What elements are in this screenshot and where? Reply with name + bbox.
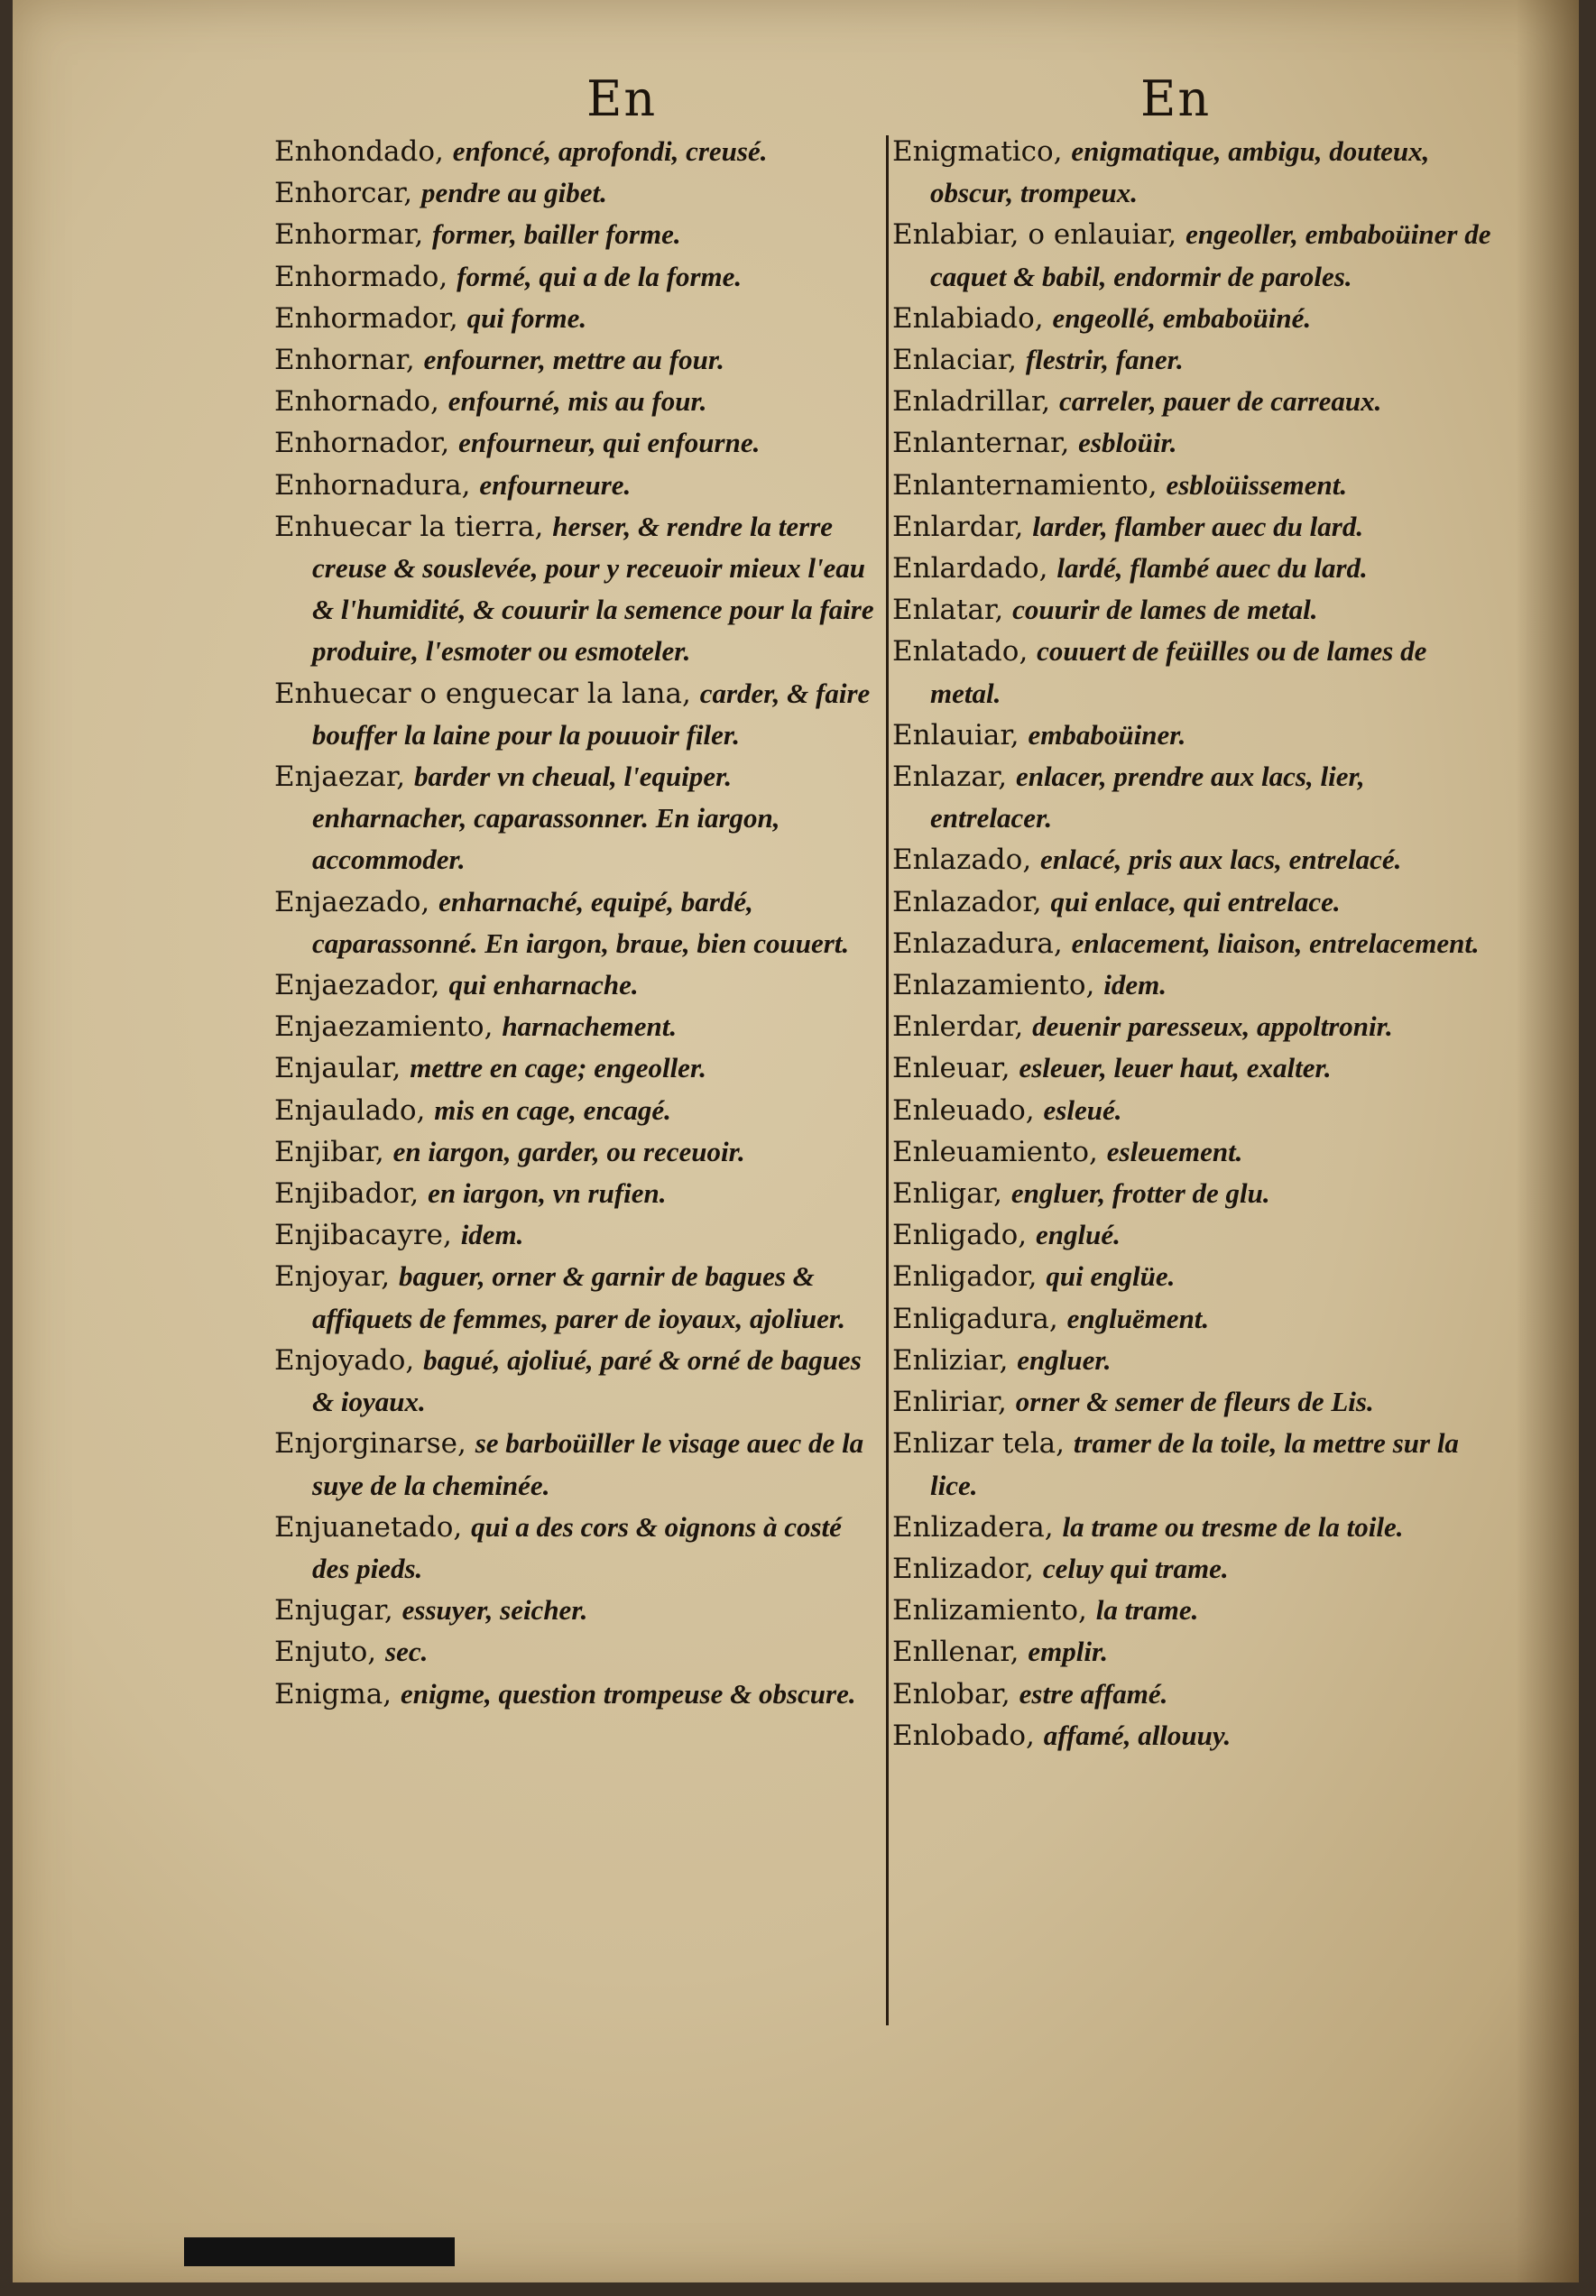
entry-definition: qui enharnache.: [448, 969, 639, 1001]
left-column: [274, 131, 874, 1715]
entry-definition: sec.: [385, 1636, 429, 1668]
dictionary-entry: [274, 756, 874, 881]
dictionary-entry: [274, 1256, 874, 1339]
dictionary-entry: [892, 1047, 1492, 1089]
dictionary-entry: [274, 131, 874, 172]
entry-headword: Enlanternamiento,: [892, 468, 1158, 502]
entry-definition: pendre au gibet.: [421, 177, 607, 209]
entry-definition: embaboüiner.: [1028, 718, 1186, 751]
entry-headword: Enligado,: [892, 1219, 1028, 1252]
entry-headword: Enlazar,: [892, 761, 1008, 794]
dictionary-entry: [274, 673, 874, 756]
dictionary-entry: [892, 1214, 1492, 1256]
entry-headword: Enjugar,: [274, 1594, 393, 1627]
entry-headword: Enlaciar,: [892, 344, 1018, 377]
entry-definition: esbloüissement.: [1166, 468, 1348, 501]
entry-definition: engluer, frotter de glu.: [1010, 1177, 1270, 1210]
dictionary-entry: [274, 1507, 874, 1590]
dictionary-entry: [892, 1381, 1492, 1423]
entry-headword: Enlauiar,: [892, 718, 1019, 752]
dictionary-entry: [274, 1090, 874, 1131]
dictionary-entry: [274, 381, 874, 422]
entry-definition: tramer de la toile, la mettre sur la lice.: [930, 1427, 1459, 1501]
entry-definition: harnachement.: [502, 1010, 678, 1043]
entry-definition: larder, flamber auec du lard.: [1032, 510, 1364, 542]
entry-headword: Enlazador,: [892, 885, 1042, 918]
dictionary-entry: [892, 881, 1492, 923]
dictionary-entry: [274, 1173, 874, 1214]
entry-definition: enfoncé, aprofondi, creusé.: [452, 135, 768, 167]
entry-headword: Enjaulado,: [274, 1093, 426, 1127]
entry-headword: Enhornadura,: [274, 468, 471, 502]
entry-definition: qui forme.: [466, 301, 587, 334]
entry-headword: Enlobado,: [892, 1719, 1035, 1752]
dictionary-entry: [274, 172, 874, 214]
entry-headword: Enleuado,: [892, 1093, 1035, 1127]
entry-headword: Enjaular,: [274, 1052, 401, 1085]
entry-headword: Enliriar,: [892, 1386, 1007, 1419]
dictionary-entry: [892, 1090, 1492, 1131]
entry-definition: enigme, question trompeuse & obscure.: [400, 1677, 856, 1710]
entry-headword: Enhormador,: [274, 301, 458, 335]
entry-definition: mettre en cage; engeoller.: [410, 1052, 707, 1084]
entry-definition: celuy qui trame.: [1042, 1552, 1229, 1584]
entry-headword: Enjuto,: [274, 1636, 377, 1669]
dictionary-entry: [892, 756, 1492, 839]
dictionary-entry: [274, 1131, 874, 1173]
entry-headword: Enligador,: [892, 1260, 1038, 1294]
entry-definition: esleuer, leuer haut, exalter.: [1019, 1052, 1332, 1084]
entry-definition: enlacer, prendre aux lacs, lier, entrelacer.: [930, 761, 1365, 834]
entry-definition: emplir.: [1028, 1636, 1109, 1668]
dictionary-entry: [274, 1340, 874, 1423]
entry-headword: Enhornado,: [274, 385, 439, 419]
entry-headword: Enjoyado,: [274, 1343, 415, 1377]
entry-headword: Enhornar,: [274, 344, 415, 377]
entry-definition: orner & semer de fleurs de Lis.: [1015, 1386, 1374, 1418]
entry-headword: Enhorcar,: [274, 177, 413, 210]
dictionary-entry: [892, 465, 1492, 506]
entry-headword: Enlardar,: [892, 510, 1024, 543]
entry-definition: carreler, pauer de carreaux.: [1059, 385, 1382, 418]
entry-headword: Enhondado,: [274, 135, 444, 168]
entry-definition: enfourneur, qui enfourne.: [458, 427, 761, 459]
entry-definition: estre affamé.: [1019, 1677, 1168, 1710]
dictionary-entry: [892, 1507, 1492, 1548]
entry-headword: Enligadura,: [892, 1302, 1058, 1335]
entry-headword: Enlatado,: [892, 635, 1029, 669]
dictionary-entry: [892, 589, 1492, 631]
dictionary-entry: [274, 1214, 874, 1256]
entry-headword: Enlazadura,: [892, 927, 1063, 960]
entry-definition: idem.: [460, 1219, 524, 1251]
entry-headword: Enlazamiento,: [892, 969, 1095, 1002]
dictionary-entry: [274, 339, 874, 381]
entry-headword: Enjoyar,: [274, 1260, 391, 1294]
dictionary-page: [13, 0, 1579, 2282]
entry-definition: qui enlace, qui entrelace.: [1050, 885, 1341, 917]
entry-definition: esleué.: [1043, 1093, 1122, 1126]
entry-headword: Enlobar,: [892, 1677, 1010, 1710]
dictionary-entry: [274, 256, 874, 298]
entry-headword: Enlizador,: [892, 1552, 1035, 1585]
entry-headword: Enigmatico,: [892, 135, 1063, 168]
entry-headword: Enliziar,: [892, 1343, 1009, 1377]
dictionary-entry: [274, 506, 874, 673]
dictionary-entry: [274, 422, 874, 464]
entry-definition: idem.: [1103, 969, 1167, 1001]
entry-headword: Enlizamiento,: [892, 1594, 1087, 1627]
dictionary-entry: [892, 339, 1492, 381]
entry-definition: en iargon, vn rufien.: [428, 1177, 667, 1210]
dictionary-entry: [892, 381, 1492, 422]
dictionary-entry: [892, 631, 1492, 714]
entry-headword: Enjaezador,: [274, 969, 440, 1002]
entry-definition: couurir de lames de metal.: [1012, 594, 1318, 626]
dictionary-entry: [892, 422, 1492, 464]
entry-definition: engeollé, embaboüiné.: [1052, 301, 1312, 334]
entry-headword: Enlerdar,: [892, 1010, 1024, 1044]
entry-headword: Enlabiar, o enlauiar,: [892, 218, 1177, 252]
dictionary-entry: [274, 1006, 874, 1047]
running-header-left: En: [586, 70, 658, 127]
entry-headword: Enladrillar,: [892, 385, 1051, 419]
dictionary-entry: [274, 465, 874, 506]
entry-definition: formé, qui a de la forme.: [457, 260, 743, 292]
dictionary-entry: [892, 1548, 1492, 1590]
entry-definition: enharnaché, equipé, bardé, caparassonné. En iargon, braue, bien couuert.: [312, 885, 850, 959]
dictionary-entry: [892, 214, 1492, 297]
dictionary-entry: [892, 715, 1492, 756]
dictionary-entry: [274, 214, 874, 255]
entry-headword: Enigma,: [274, 1677, 392, 1710]
entry-definition: affamé, allouuy.: [1043, 1719, 1232, 1751]
entry-definition: herser, & rendre la terre creuse & souslevée, pour y receuoir mieux l'eau & l'humidité, & couurir la semence pour la faire produire, l'esmoter ou esmoteler.: [312, 510, 874, 668]
entry-definition: barder vn cheual, l'equiper. enharnacher, caparassonner. En iargon, accommoder.: [312, 761, 780, 876]
entry-definition: enlacé, pris aux lacs, entrelacé.: [1040, 844, 1402, 876]
dictionary-entry: [892, 1298, 1492, 1340]
dictionary-entry: [892, 131, 1492, 214]
entry-definition: engluëment.: [1066, 1302, 1210, 1334]
entry-headword: Enlizar tela,: [892, 1427, 1065, 1461]
entry-definition: former, bailler forme.: [432, 218, 681, 251]
dictionary-entry: [892, 923, 1492, 964]
dictionary-entry: [892, 1006, 1492, 1047]
dictionary-entry: [892, 1423, 1492, 1506]
scan-edge-mark: [184, 2237, 455, 2266]
entry-definition: bagué, ajoliué, paré & orné de bagues & ioyaux.: [312, 1343, 862, 1418]
entry-headword: Enjaezamiento,: [274, 1010, 494, 1044]
entry-definition: en iargon, garder, ou receuoir.: [392, 1135, 745, 1167]
dictionary-entry: [274, 1047, 874, 1089]
entry-definition: esleuement.: [1106, 1135, 1243, 1167]
entry-headword: Enhuecar o enguecar la lana,: [274, 677, 691, 710]
dictionary-entry: [274, 298, 874, 339]
entry-definition: couuert de feüilles ou de lames de metal.: [930, 635, 1427, 709]
entry-headword: Enhornador,: [274, 427, 450, 460]
entry-headword: Enhormar,: [274, 218, 424, 252]
column-divider: [886, 135, 889, 2025]
entry-headword: Enleuar,: [892, 1052, 1010, 1085]
dictionary-entry: [892, 506, 1492, 548]
dictionary-entry: [892, 548, 1492, 589]
entry-definition: englué.: [1035, 1219, 1121, 1251]
entry-headword: Enjaezar,: [274, 761, 406, 794]
entry-headword: Enlanternar,: [892, 427, 1070, 460]
entry-headword: Enjaezado,: [274, 885, 430, 918]
entry-definition: enigmatique, ambigu, douteux, obscur, trompeux.: [930, 135, 1430, 209]
entry-definition: la trame.: [1095, 1594, 1199, 1627]
entry-definition: carder, & faire bouffer la laine pour la pouuoir filer.: [312, 677, 871, 751]
dictionary-entry: [892, 1256, 1492, 1297]
entry-headword: Enjuanetado,: [274, 1510, 463, 1544]
dictionary-entry: [892, 298, 1492, 339]
entry-headword: Enleuamiento,: [892, 1135, 1098, 1168]
dictionary-entry: [274, 1674, 874, 1715]
entry-definition: lardé, flambé auec du lard.: [1056, 552, 1368, 585]
entry-headword: Enllenar,: [892, 1636, 1019, 1669]
entry-headword: Enjibacayre,: [274, 1219, 452, 1252]
entry-headword: Enlatar,: [892, 594, 1004, 627]
entry-headword: Enlabiado,: [892, 301, 1044, 335]
entry-definition: baguer, orner & garnir de bagues & affiquets de femmes, parer de ioyaux, ajoliuer.: [312, 1260, 845, 1334]
entry-headword: Enjibar,: [274, 1135, 384, 1168]
entry-definition: enlacement, liaison, entrelacement.: [1071, 927, 1480, 959]
dictionary-entry: [274, 1631, 874, 1673]
entry-definition: qui englüe.: [1046, 1260, 1176, 1293]
entry-definition: engluer.: [1017, 1343, 1112, 1376]
dictionary-entry: [892, 839, 1492, 881]
dictionary-entry: [892, 1131, 1492, 1173]
entry-definition: se barboüiller le visage auec de la suye de la cheminée.: [312, 1427, 864, 1501]
dictionary-entry: [892, 1340, 1492, 1381]
dictionary-entry: [892, 1674, 1492, 1715]
entry-definition: essuyer, seicher.: [401, 1594, 588, 1627]
dictionary-entry: [274, 964, 874, 1006]
entry-headword: Enjibador,: [274, 1177, 420, 1211]
dictionary-entry: [274, 1590, 874, 1631]
entry-definition: enfourner, mettre au four.: [423, 344, 724, 376]
entry-definition: enfourné, mis au four.: [447, 385, 707, 418]
entry-definition: esbloüir.: [1078, 427, 1177, 459]
dictionary-entry: [892, 964, 1492, 1006]
dictionary-entry: [892, 1173, 1492, 1214]
entry-headword: Enligar,: [892, 1177, 1003, 1211]
dictionary-entry: [892, 1715, 1492, 1757]
entry-headword: Enhormado,: [274, 260, 448, 293]
entry-headword: Enhuecar la tierra,: [274, 510, 544, 543]
right-column: [892, 131, 1492, 1757]
running-header-right: En: [1140, 70, 1212, 127]
entry-definition: deuenir paresseux, appoltronir.: [1032, 1010, 1393, 1043]
entry-definition: qui a des cors & oignons à costé des pieds.: [312, 1510, 842, 1584]
dictionary-entry: [274, 1423, 874, 1506]
dictionary-entry: [892, 1631, 1492, 1673]
entry-headword: Enlardado,: [892, 552, 1048, 586]
gutter-shadow: [1516, 0, 1579, 2282]
entry-headword: Enjorginarse,: [274, 1427, 466, 1461]
dictionary-entry: [892, 1590, 1492, 1631]
entry-headword: Enlazado,: [892, 844, 1032, 877]
entry-definition: engeoller, embaboüiner de caquet & babil, endormir de paroles.: [930, 218, 1491, 292]
entry-definition: la trame ou tresme de la toile.: [1062, 1510, 1404, 1543]
entry-definition: enfourneure.: [479, 468, 632, 501]
entry-headword: Enlizadera,: [892, 1510, 1054, 1544]
entry-definition: flestrir, faner.: [1025, 344, 1184, 376]
dictionary-entry: [274, 881, 874, 964]
entry-definition: mis en cage, encagé.: [434, 1093, 671, 1126]
